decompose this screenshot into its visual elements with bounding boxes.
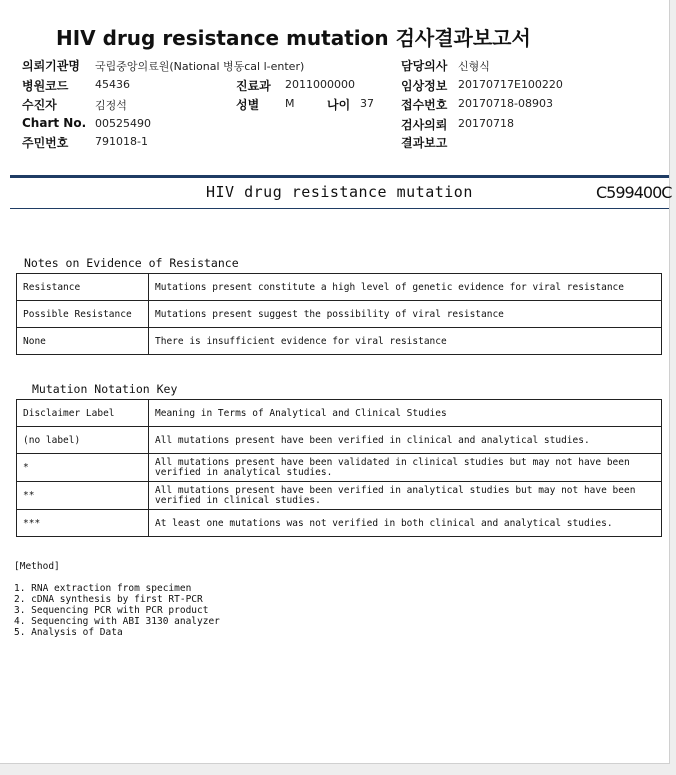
department-label: 진료과	[236, 79, 271, 93]
table-row	[17, 400, 662, 427]
report-title: HIV drug resistance mutation 검사결과보고서	[56, 26, 531, 50]
notation-heading: Mutation Notation Key	[32, 382, 178, 396]
method-step: 2. cDNA synthesis by first RT-PCR	[14, 594, 203, 605]
chart-no-value: 00525490	[95, 117, 151, 130]
notation-table	[16, 399, 662, 537]
age-value: 37	[360, 97, 374, 110]
test-code: C599400C	[596, 183, 672, 202]
clinical-info-label: 임상정보	[401, 79, 448, 93]
table-cell: All mutations present have been validated in clinical studies but may not have been verified in analytical studies.	[149, 454, 662, 482]
request-date-value: 20170718	[458, 117, 514, 130]
table-row	[17, 454, 662, 482]
method-step: 5. Analysis of Data	[14, 627, 123, 638]
table-cell: All mutations present have been verified in analytical studies but may not have been verified in clinical studies.	[149, 482, 662, 510]
receipt-no-value: 20170718-08903	[458, 97, 553, 110]
table-cell: There is insufficient evidence for viral resistance	[149, 328, 662, 355]
institution-label: 의뢰기관명	[22, 59, 80, 73]
section-title: HIV drug resistance mutation	[206, 183, 473, 201]
table-cell: Possible Resistance	[17, 301, 149, 328]
result-report-label: 결과보고	[401, 136, 448, 150]
age-label: 나이	[327, 98, 351, 112]
table-row	[17, 482, 662, 510]
doctor-value: 신형식	[458, 60, 490, 73]
patient-label: 수진자	[22, 98, 57, 112]
evidence-heading: Notes on Evidence of Resistance	[24, 256, 239, 270]
table-row	[17, 301, 662, 328]
table-row	[17, 274, 662, 301]
method-step: 3. Sequencing PCR with PCR product	[14, 605, 209, 616]
section-rule-bottom	[10, 208, 669, 209]
table-cell: (no label)	[17, 427, 149, 454]
table-cell: At least one mutations was not verified in both clinical and analytical studies.	[149, 510, 662, 537]
patient-value: 김정석	[95, 99, 127, 112]
table-cell: Resistance	[17, 274, 149, 301]
table-cell: Mutations present suggest the possibility of viral resistance	[149, 301, 662, 328]
table-cell: All mutations present have been verified in clinical and analytical studies.	[149, 427, 662, 454]
chart-no-label: Chart No.	[22, 116, 87, 130]
sex-value: M	[285, 97, 295, 110]
method-step: 1. RNA extraction from specimen	[14, 583, 192, 594]
resident-no-value: 791018-1	[95, 135, 148, 148]
hospital-code-label: 병원코드	[22, 79, 69, 93]
table-cell: Mutations present constitute a high level of genetic evidence for viral resistance	[149, 274, 662, 301]
clinical-info-value: 20170717E100220	[458, 78, 563, 91]
method-step: 4. Sequencing with ABI 3130 analyzer	[14, 616, 220, 627]
receipt-no-label: 접수번호	[401, 98, 448, 112]
table-row	[17, 328, 662, 355]
table-cell: None	[17, 328, 149, 355]
doctor-label: 담당의사	[401, 59, 448, 73]
table-row	[17, 427, 662, 454]
method-heading: [Method]	[14, 561, 60, 572]
request-date-label: 검사의뢰	[401, 118, 448, 132]
table-cell: Disclaimer Label	[17, 400, 149, 427]
department-value: 2011000000	[285, 78, 355, 91]
table-row	[17, 510, 662, 537]
institution-value: 국립중앙의료원(National 병동cal l-enter)	[95, 60, 305, 73]
hospital-code-value: 45436	[95, 78, 130, 91]
resident-no-label: 주민번호	[22, 136, 69, 150]
table-cell: ***	[17, 510, 149, 537]
table-cell: *	[17, 454, 149, 482]
method-section	[14, 561, 220, 638]
table-cell: Meaning in Terms of Analytical and Clinical Studies	[149, 400, 662, 427]
section-rule-top	[10, 175, 669, 178]
sex-label: 성별	[236, 98, 260, 112]
table-cell: **	[17, 482, 149, 510]
evidence-table	[16, 273, 662, 355]
